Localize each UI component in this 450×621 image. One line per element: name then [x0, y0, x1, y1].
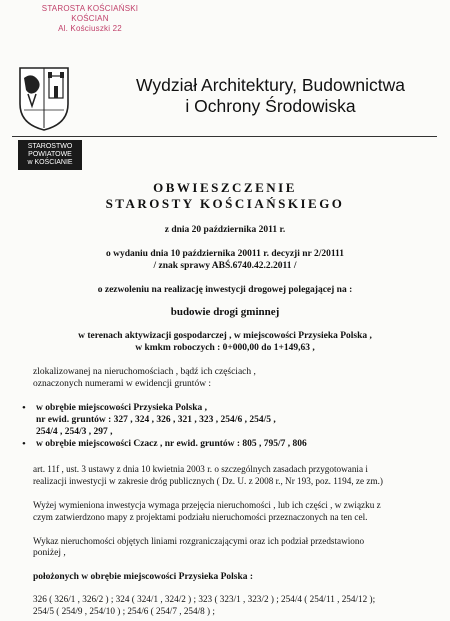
stamp-line-3: Al. Kościuszki 22: [58, 24, 122, 33]
art-line-2: realizacji inwestycji w zakresie dróg publicznych ( Dz. U. z 2008 r., Nr 193, poz. 1194, ze zm.): [33, 476, 383, 486]
stamp-line-2: KOŚCIAN: [71, 14, 109, 23]
starostwo-badge: [18, 140, 82, 170]
notice-date: z dnia 20 października 2011 r.: [164, 225, 286, 235]
bullet-1-line-1: w obrębie miejscowości Przysieka Polska ,: [36, 403, 207, 413]
bullet-2-line: w obrębie miejscowości Czacz , nr ewid. gruntów : 805 , 795/7 , 806: [36, 439, 307, 449]
bullet-icon: •: [22, 438, 26, 450]
paragraph-2-line-1: Wykaz nieruchomości objętych liniami rozgraniczającymi oraz ich podział przedstawiono: [33, 536, 365, 546]
decision-line-1: o wydaniu dnia 10 października 20011 r. decyzji nr 2/20111: [105, 249, 345, 259]
area-line-1: w terenach aktywizacji gospodarczej , w miejscowości Przysieka Polska ,: [78, 331, 372, 341]
parcels-line-1: 326 ( 326/1 , 326/2 ) ; 324 ( 324/1 , 324/2 ) ; 323 ( 323/1 , 323/2 ) ; 254/4 ( 254/11 , 254/12 );: [33, 594, 376, 604]
parcels-heading: położonych w obrębie miejscowości Przysieka Polska :: [33, 572, 254, 582]
badge-line-2: POWIATOWE: [28, 151, 72, 158]
bullet-icon: •: [22, 402, 26, 414]
notice-title-1: OBWIESZCZENIE: [153, 180, 297, 195]
stamp-line-1: STAROSTA KOŚCIAŃSKI: [41, 4, 139, 13]
dept-line-1: Wydział Architektury, Budownictwa: [136, 75, 405, 95]
paragraph-1-line-2: czym zatwierdzono mapy z projektami podziału nieruchomości przeznaczonych na ten cel.: [33, 512, 368, 522]
office-stamp: [30, 4, 150, 34]
department-title: [98, 75, 443, 117]
decision-line-2: / znak sprawy ABŚ.6740.42.2.2011 /: [153, 261, 297, 271]
paragraph-2-line-2: poniżej ,: [33, 548, 66, 558]
project-name: budowie drogi gminnej: [170, 306, 280, 318]
located-line-2: oznaczonych numerami w ewidencji gruntów :: [33, 379, 212, 389]
bullet-1-line-2: nr ewid. gruntów : 327 , 324 , 326 , 321 , 323 , 254/6 , 254/5 ,: [36, 415, 276, 425]
notice-title-2: STAROSTY KOŚCIAŃSKIEGO: [105, 196, 345, 211]
dept-line-2: i Ochrony Środowiska: [185, 96, 356, 116]
consent-line: o zezwoleniu na realizację inwestycji drogowej polegającej na :: [97, 285, 353, 295]
area-line-2: w kmkm roboczych : 0+000,00 do 1+149,63 ,: [135, 343, 315, 353]
parcels-line-2: 254/5 ( 254/9 , 254/10 ) ; 254/6 ( 254/7 , 254/8 ) ;: [33, 606, 215, 616]
paragraph-1-line-1: Wyżej wymieniona inwestycja wymaga przejęcia nieruchomości , lub ich części , w związku z: [33, 500, 381, 510]
bullet-1-line-3: 254/4 , 254/3 , 297 ,: [36, 427, 113, 437]
badge-line-3: w KOŚCIANIE: [27, 159, 73, 166]
art-line-1: art. 11f , ust. 3 ustawy z dnia 10 kwietnia 2003 r. o szczególnych zasadach przygotowania i: [33, 464, 368, 474]
located-line-1: zlokalizowanej na nieruchomościach , bądź ich częściach ,: [33, 367, 256, 377]
coat-of-arms-icon: [18, 66, 70, 132]
badge-line-1: STAROSTWO: [27, 143, 73, 150]
header-divider: [12, 136, 437, 137]
